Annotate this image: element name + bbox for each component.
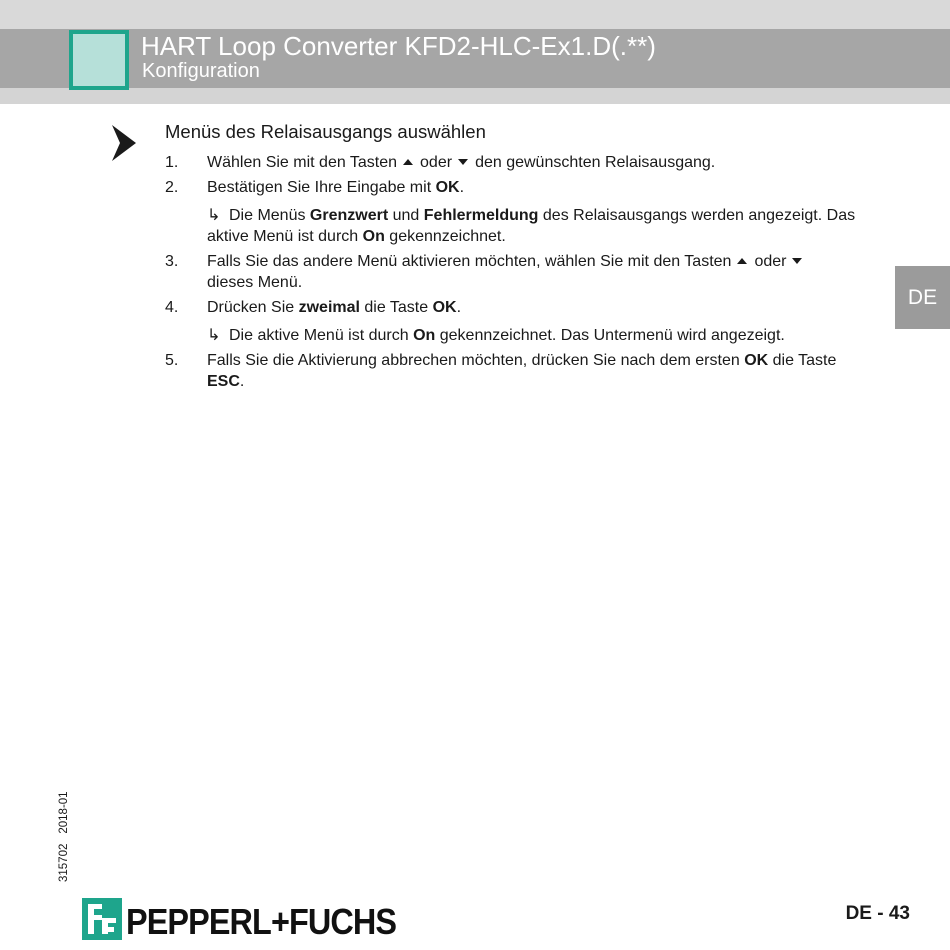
arrow-down-key-icon <box>458 159 468 165</box>
key-label: ESC <box>207 373 240 390</box>
key-label: OK <box>435 179 460 196</box>
result-text: des Relaisausgangs werden angezeigt. Das aktive Menü ist durch <box>207 207 856 245</box>
step-text: Falls Sie das andere Menü aktivieren möchten, wählen Sie mit den Tasten <box>207 253 732 270</box>
menu-label: Fehlermeldung <box>423 207 539 224</box>
arrow-up-key-icon <box>403 159 413 165</box>
step-number: 2. <box>165 179 179 196</box>
step-text: die Taste <box>768 352 837 369</box>
emphasis-label: zweimal <box>298 299 360 316</box>
result-text: Die aktive Menü ist durch <box>229 327 414 344</box>
step-text: Bestätigen Sie Ihre Eingabe mit <box>207 179 436 196</box>
step-number: 3. <box>165 253 179 270</box>
result-arrow-icon: ↳ <box>207 207 221 224</box>
result-text: gekennzeichnet. Das Untermenü wird angezeigt. <box>435 327 785 344</box>
step-4 <box>165 297 865 318</box>
result-1 <box>165 205 865 247</box>
section-heading: Menüs des Relaisausgangs auswählen <box>165 121 486 142</box>
step-3 <box>165 251 865 293</box>
step-number: 4. <box>165 299 179 316</box>
result-text: Die Menüs <box>229 207 310 224</box>
step-text: oder <box>420 154 453 171</box>
step-2 <box>165 177 865 198</box>
document-number: 315702 <box>58 843 70 882</box>
result-text: und <box>388 207 424 224</box>
pepperl-fuchs-logo-icon <box>82 898 122 940</box>
page-subtitle: Konfiguration <box>142 60 260 82</box>
step-text: Falls Sie die Aktivierung abbrechen möchten, drücken Sie nach dem ersten <box>207 352 745 369</box>
step-text: Wählen Sie mit den Tasten <box>207 154 398 171</box>
step-number: 5. <box>165 352 179 369</box>
language-tab: DE <box>895 266 950 329</box>
menu-label: Grenzwert <box>309 207 389 224</box>
step-text: Drücken Sie <box>207 299 299 316</box>
arrow-down-key-icon <box>792 258 802 264</box>
result-2 <box>165 325 865 346</box>
brand-name: PEPPERL+FUCHS <box>126 901 397 942</box>
page-number: DE - 43 <box>845 903 910 924</box>
steps-list <box>165 152 865 396</box>
step-text: . <box>456 299 462 316</box>
result-arrow-icon: ↳ <box>207 327 221 344</box>
key-label: OK <box>744 352 769 369</box>
header-square-icon <box>69 30 129 90</box>
step-number: 1. <box>165 154 179 171</box>
step-text: dieses Menü. <box>207 274 303 291</box>
section-arrow-icon <box>112 125 136 161</box>
header-bottom-band <box>0 88 950 104</box>
header-top-band <box>0 0 950 29</box>
step-text: . <box>239 373 245 390</box>
state-label: On <box>362 228 385 245</box>
state-label: On <box>413 327 436 344</box>
key-label: OK <box>432 299 457 316</box>
result-text: gekennzeichnet. <box>384 228 506 245</box>
document-date: 2018-01 <box>58 791 70 834</box>
step-text: oder <box>754 253 787 270</box>
step-text: den gewünschten Relaisausgang. <box>475 154 716 171</box>
arrow-up-key-icon <box>737 258 747 264</box>
page-title: HART Loop Converter KFD2-HLC-Ex1.D(.**) <box>141 31 656 61</box>
step-text: . <box>459 179 465 196</box>
document-meta <box>58 791 70 882</box>
step-1 <box>165 152 865 173</box>
step-5 <box>165 350 865 392</box>
step-text: die Taste <box>359 299 433 316</box>
